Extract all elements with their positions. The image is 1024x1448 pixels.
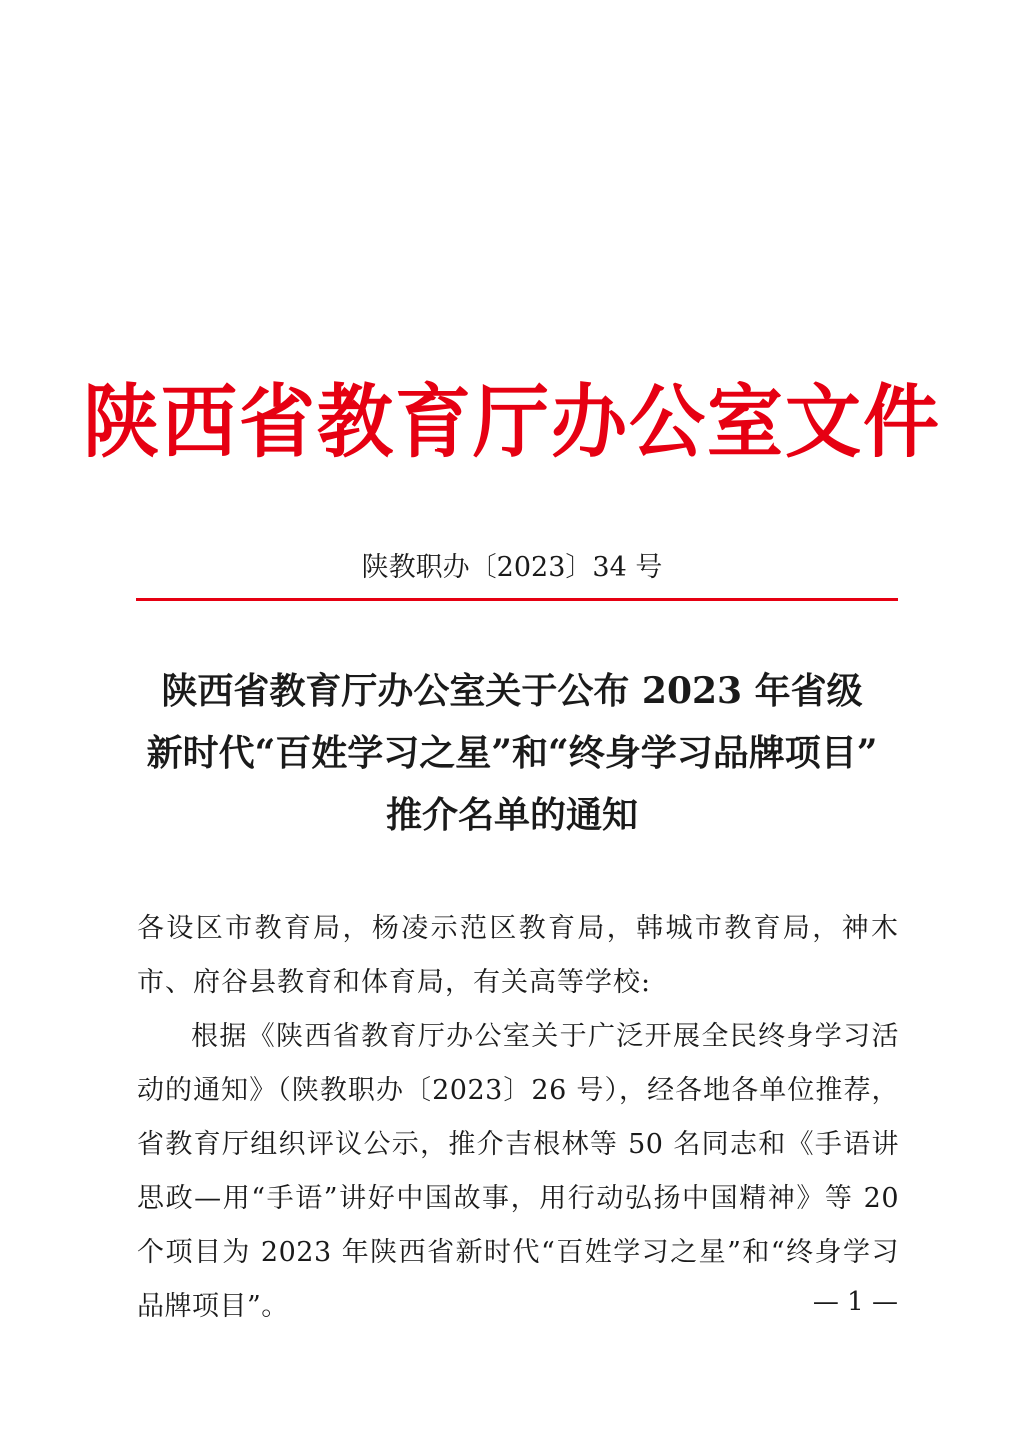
document-masthead: 陕西省教育厅办公室文件 — [83, 374, 941, 469]
notice-title-line-2: 新时代“百姓学习之星”和“终身学习品牌项目” — [146, 732, 878, 774]
notice-title-line-3: 推介名单的通知 — [385, 794, 638, 836]
red-divider-line — [136, 598, 898, 601]
body-paragraph-1: 根据《陕西省教育厅办公室关于广泛开展全民终身学习活动的通知》（陕教职办〔2023〕26 号），经各地各单位推荐，省教育厅组织评议公示，推介吉根林等 50 名同志和《手语讲思政—用“手语”讲好中国故事，用行动弘扬中国精神》等 20 个项目为 2023 年陕西省新时代“百姓学习之星”和“终身学习品牌项目”。 — [137, 1021, 899, 1322]
document-number: 陕教职办〔2023〕34 号 — [361, 552, 663, 583]
notice-title-line-1: 陕西省教育厅办公室关于公布 2023 年省级 — [161, 670, 863, 712]
salutation: 各设区市教育局，杨凌示范区教育局，韩城市教育局，神木市、府谷县教育和体育局，有关高等学校: — [137, 913, 899, 998]
page-number: — 1 — — [812, 1287, 898, 1317]
notice-body — [137, 902, 899, 1334]
notice-title — [120, 660, 904, 846]
